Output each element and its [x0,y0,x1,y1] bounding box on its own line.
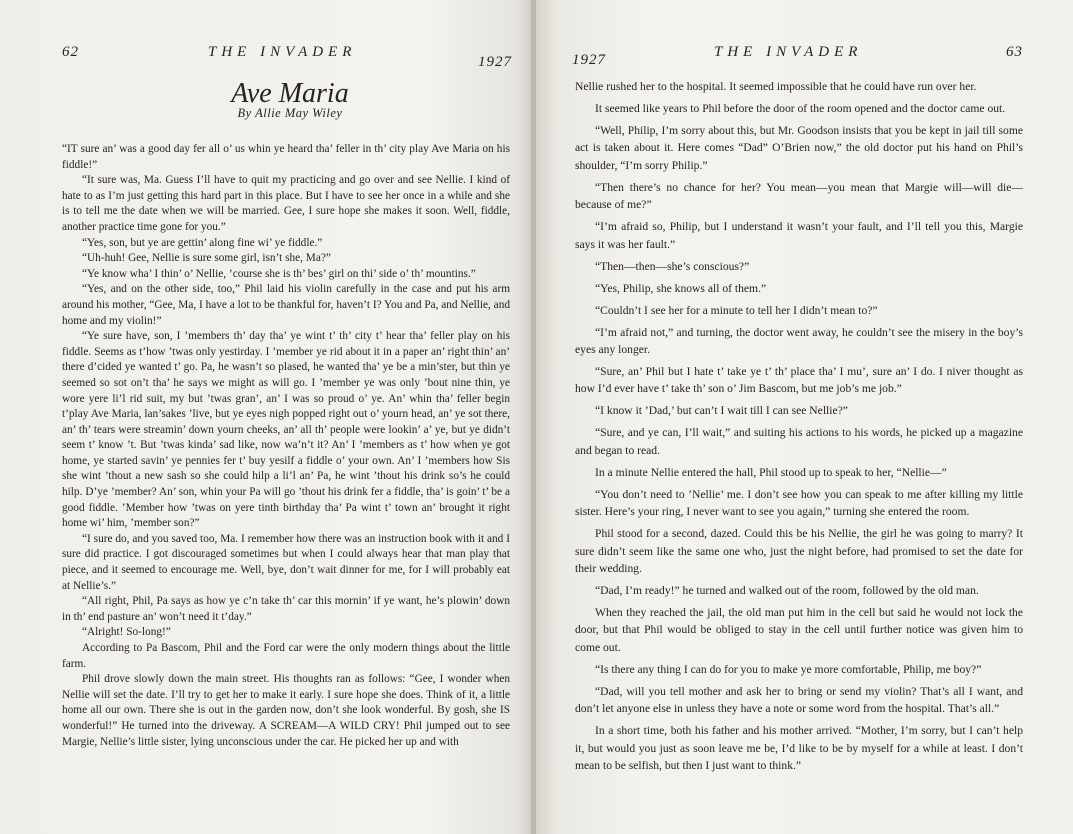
paragraph: In a minute Nellie entered the hall, Phil stood up to speak to her, “Nellie—” [595,465,947,479]
running-title-left: THE INVADER [208,44,357,60]
paragraph: It seemed like years to Phil before the door of the room opened and the doctor came out. [595,102,1006,115]
paragraph: “Couldn’t I see her for a minute to tell her I didn’t mean to?” [595,303,878,317]
paragraph: “All right, Phil, Pa says as how ye c’n take th’ car this mornin’ if ye want, he’s plowin’ down in th’ end pasture an’ won’t need it t’day.” [62,595,510,623]
paragraph: “Dad, will you tell mother and ask her to bring or send my violin? That’s all I want, and don’t let anyone else in unless they have a note or some word from the hospital. That’s all.” [575,684,1023,716]
page-number-left: 62 [62,44,79,60]
paragraph: In a short time, both his father and his mother arrived. “Mother, I’m sorry, but I can’t help it, but would you just as soon leave me be, I’d like to be by myself for a while at least. I don’t mean to be selfish, but then I just want to think.” [575,724,1023,773]
paragraph: “Sure, an’ Phil but I hate t’ take ye t’ th’ place tha’ I mu’, sure an’ I do. I niver thought as how I’d ever have t’ take th’ son o’ Jim Bascom, but me job’s me job.” [575,365,1023,396]
paragraph: “Ye sure have, son, I ’members th’ day tha’ ye wint t’ th’ city t’ hear tha’ feller play on his fiddle. Seems as t’how ’twas only yestirday. I ’member ye rid about it in a paper an’ right thin’ an’ there d’cided ye wanted t’ go. Pa, he wasn’t so plased, he wanted tha’ ye be a min’ster, but thin ye seemed so sot on’t tha’ he says we might as will go. I ’member ye was only ’bout nine thin, ye wore yere li’l rid suit, my but ’twas gran’, an’ I was so proud o’ ye. An’ whin tha’ feller begin t’play Ave Maria, lan’sakes ’live, but ye eyes nigh popped right out o’ yourn head, an’ ye sot there, an’ th’ tears were streamin’ down yourn cheeks, an’ all th’ people were lookin’ a’ ye, but ye didn’t seem t’ know ’t. But ’twas kinda’ sad like, now wa’n’t it? An’ I ’members as t’ how when ye got home, ye started savin’ ye pennies fer t’ buy yesilf a fiddle o’ your own. An’ I ’members how Sis she wint ’thout a new sash so she could hilp a li’l an’ Pa, he wint ’thout his drink so’s he could hilp. D’ye ’member? An’ son, whin your Pa will go ’thout his drink fer a fiddle, tha’ is goin’ t’ be a good fiddle. ’Member how ’twas on yere tinth birthday tha’ Pa wint t’ town an’ brought it right home wi’ him, ’member son?” [62,330,510,530]
paragraph: “Then—then—she’s conscious?” [595,259,750,273]
paragraph: “Uh-huh! Gee, Nellie is sure some girl, isn’t she, Ma?” [82,252,331,265]
paragraph: Phil drove slowly down the main street. His thoughts ran as follows: “Gee, I wonder when Nellie will set the date. I’ll try to get her to make it early. I sure hope she does. Think of it, a little home all our own. There she is out in the garden now, don’t she look wonderful. By gosh, she IS wonderful!” He turned into the driveway. A SCREAM—A WILD CRY! Phil jumped out to see Margie, Nellie’s little sister, lying unconscious under the car. He picked her up and with [62,673,510,748]
paragraph: “Ye know wha’ I thin’ o’ Nellie, ’course she is th’ bes’ girl on thi’ side o’ th’ mountins.” [82,267,476,280]
paragraph: “Yes, and on the other side, too,” Phil laid his violin carefully in the case and put his arm around his mother, “Gee, Ma, I have a lot to be thankful for, haven’t I? You and Pa, and Nellie, and home and my violin!” [62,283,510,327]
paragraph: “Dad, I’m ready!” he turned and walked out of the room, followed by the old man. [595,584,979,598]
paragraph: “I’m afraid not,” and turning, the doctor went away, he couldn’t see the misery in the boy’s eyes any longer. [575,325,1023,357]
paragraph: “Well, Philip, I’m sorry about this, but Mr. Goodson insists that you be kept in jail till some act is taken about it. Here comes “Dad” O’Brien now,” the old doctor put his hand on Phil’s shoulder, “I’m sorry Philip.” [575,124,1023,172]
paragraph: “I sure do, and you saved too, Ma. I remember how there was an instruction book with it and I sure did practice. I got discouraged sometimes but when I could always hear that man play that piece, and it seemed to encourage me. Well, bye, don’t wait dinner for me, for I will probably eat at Nellie’s.” [62,532,510,592]
paragraph: “You don’t need to ’Nellie’ me. I don’t see how you can speak to me after killing my little sister. Here’s your ring, I never want to see you again,” turning she entered the room. [575,487,1023,519]
paragraph: “Then there’s no chance for her? You mean—you mean that Margie will—will die—because of me?” [575,180,1023,212]
paragraph: “Sure, and ye can, I’ll wait,” and suiting his actions to his words, he picked up a magazine and began to read. [575,426,1023,457]
running-title-right: THE INVADER [714,44,863,60]
left-page [0,0,533,834]
paragraph: “I know it ’Dad,’ but can’t I wait till I can see Nellie?” [595,404,848,418]
paragraph: According to Pa Bascom, Phil and the Ford car were the only modern things about the little farm. [62,642,510,670]
paragraph: “Yes, Philip, she knows all of them.” [595,281,767,295]
paragraph: When they reached the jail, the old man put him in the cell but said he would not lock the door, but that Phil would be obliged to stay in the cell until further notice was given him to come out. [575,606,1023,654]
paragraph: “I’m afraid so, Philip, but I understand it wasn’t your fault, and I’ll tell you this, Margie says it was her fault.” [575,220,1023,251]
year-left: 1927 [478,54,512,70]
left-column-text [62,142,510,750]
paragraph: Nellie rushed her to the hospital. It seemed impossible that he could have run over her. [575,80,977,93]
page-number-right: 63 [1006,44,1023,60]
paragraph: “It sure was, Ma. Guess I’ll have to quit my practicing and go over and see Nellie. I kind of hate to as I’m just getting this hard part in this place. But I have to see her once in a while and she is to tell me the date when we will be married. Gee, I sure hope she makes it soon. Well, fiddle, another practice time gone for you.” [62,174,510,233]
paragraph: “Alright! So-long!” [82,626,171,639]
paragraph: “Is there any thing I can do for you to make ye more comfortable, Philip, me boy?” [595,662,982,676]
paragraph: “Yes, son, but ye are gettin’ along fine wi’ ye fiddle.” [82,236,323,249]
byline: By Allie May Wiley [237,106,343,120]
right-column-text [575,78,1023,779]
paragraph: “IT sure an’ was a good day fer all o’ us whin ye heard tha’ feller in th’ city play Ave Maria on his fiddle!” [62,143,510,171]
paragraph: Phil stood for a second, dazed. Could this be his Nellie, the girl he was going to marry? It sure didn’t seem like the same one who, just the night before, had promised to set the date for their wedding. [575,527,1023,576]
year-right: 1927 [572,52,606,68]
story-title: Ave Maria [231,78,349,109]
